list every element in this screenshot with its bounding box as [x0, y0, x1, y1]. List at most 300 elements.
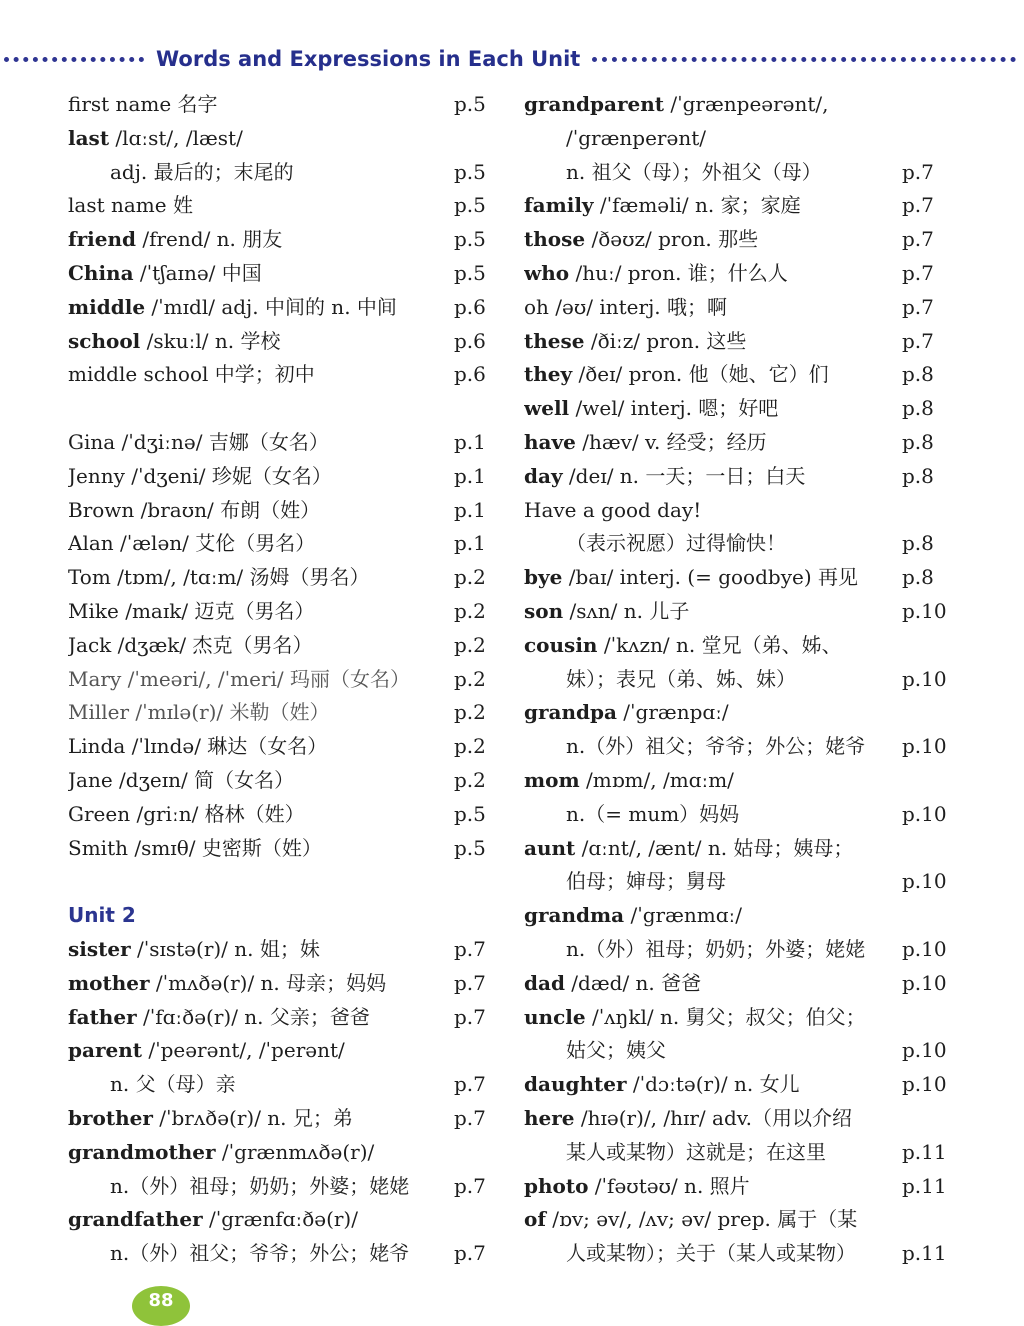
- vocab-entry: [68, 933, 494, 967]
- page-ref: p.8: [902, 429, 934, 454]
- vocab-entry: [68, 663, 494, 697]
- headword: Smith: [68, 835, 128, 860]
- vocab-entry: [524, 325, 948, 359]
- definition: /ˈfæməli/ n. 家；家庭: [593, 193, 801, 218]
- vocab-entry: [68, 156, 494, 190]
- vocab-entry: [524, 527, 948, 561]
- vocab-entry: [524, 460, 948, 494]
- page-number-badge: 88: [132, 1286, 190, 1326]
- entry-text: [524, 1203, 902, 1237]
- headword: day: [524, 463, 563, 488]
- headword: Green: [68, 801, 131, 826]
- definition: /ˈgrænpɑː/: [616, 700, 729, 725]
- entry-text: [524, 865, 902, 899]
- vocab-entry: [524, 1001, 948, 1035]
- page-ref: p.10: [902, 970, 947, 995]
- headword: grandma: [524, 903, 625, 928]
- page-ref: p.7: [454, 936, 486, 961]
- page-ref: p.5: [454, 260, 486, 285]
- headword: middle: [68, 294, 146, 319]
- headword: photo: [524, 1173, 589, 1198]
- definition: 姑父；姨父: [566, 1038, 666, 1063]
- entry-text: [524, 494, 902, 528]
- vocab-entry: [68, 1102, 494, 1136]
- vocab-entry: [68, 1068, 494, 1102]
- definition: /hæv/ v. 经受；经历: [575, 429, 767, 454]
- vocab-entry: [68, 1136, 494, 1170]
- vocab-entry: [524, 1136, 948, 1170]
- headword: grandfather: [68, 1207, 203, 1232]
- vocab-entry: [524, 122, 948, 156]
- definition: /lɑːst/, /læst/: [109, 125, 243, 150]
- headword: friend: [68, 227, 136, 252]
- headword: last: [68, 125, 110, 150]
- page-ref: p.2: [454, 666, 486, 691]
- headword: Linda: [68, 734, 126, 759]
- entry-text: [68, 291, 454, 325]
- headword: family: [524, 193, 594, 218]
- page-ref: p.7: [454, 1241, 486, 1266]
- headword: aunt: [524, 835, 576, 860]
- vocab-entry: [68, 561, 494, 595]
- definition: /baɪ/ interj. (= goodbye) 再见: [562, 565, 858, 590]
- vocab-entry: [68, 1170, 494, 1204]
- entry-text: [524, 1001, 902, 1035]
- definition: /ˈfɑːðə(r)/ n. 父亲；爸爸: [136, 1004, 370, 1029]
- definition: /ˈdʒiːnə/ 吉娜（女名）: [115, 429, 329, 454]
- definition: 名字: [171, 92, 218, 116]
- headword: have: [524, 429, 576, 454]
- page-ref: p.2: [454, 767, 486, 792]
- page-ref: p.8: [902, 565, 934, 590]
- page-ref: p.6: [454, 362, 486, 387]
- vocab-entry: [68, 967, 494, 1001]
- page-ref: p.7: [454, 1072, 486, 1097]
- definition: /ðeɪ/ pron. 他（她、它）们: [572, 362, 829, 387]
- headword: brother: [68, 1105, 153, 1130]
- vocab-entry: [68, 1203, 494, 1237]
- entry-text: [524, 1136, 902, 1170]
- definition: /hɪə(r)/, /hɪr/ adv.（用以介绍: [574, 1105, 853, 1130]
- entry-text: [68, 494, 454, 528]
- headword: cousin: [524, 632, 598, 657]
- entry-text: [68, 257, 454, 291]
- headword: grandpa: [524, 700, 617, 725]
- entry-text: [68, 1068, 454, 1102]
- definition: n. 父（母）亲: [110, 1072, 236, 1097]
- definition: /ˈkʌzn/ n. 堂兄（弟、姊、: [597, 632, 842, 657]
- headword: these: [524, 328, 585, 353]
- header-dots-left: [4, 57, 144, 62]
- definition: 某人或某物）这就是；在这里: [566, 1139, 826, 1164]
- entry-text: [524, 1102, 902, 1136]
- vocab-entry: [524, 832, 948, 866]
- definition: /wel/ interj. 嗯；好吧: [569, 396, 779, 421]
- page-ref: p.7: [454, 1105, 486, 1130]
- definition: /ɒv; əv/, /ʌv; əv/ prep. 属于（某: [545, 1207, 858, 1232]
- entry-text: [68, 595, 454, 629]
- vocab-entry: [68, 832, 494, 866]
- entry-text: [524, 392, 902, 426]
- vocab-entry: [68, 460, 494, 494]
- vocab-entry: [524, 88, 948, 122]
- headword: parent: [68, 1038, 142, 1063]
- headword: they: [524, 362, 573, 387]
- entry-text: [524, 291, 902, 325]
- vocab-entry: [524, 257, 948, 291]
- definition: /ˈbrʌðə(r)/ n. 兄；弟: [152, 1105, 353, 1130]
- headword: school: [68, 328, 141, 353]
- definition: /ˈælən/ 艾伦（男名）: [113, 531, 316, 556]
- vocab-entry: [68, 494, 494, 528]
- vocab-entry: [524, 629, 948, 663]
- vocab-entry: [68, 291, 494, 325]
- headword: grandmother: [68, 1139, 216, 1164]
- definition: /maɪk/ 迈克（男名）: [118, 598, 315, 623]
- page-ref: p.5: [454, 193, 486, 218]
- definition: 人或某物）；关于（某人或某物）: [566, 1241, 856, 1266]
- vocab-entry: [524, 223, 948, 257]
- page-ref: p.5: [454, 92, 486, 116]
- entry-text: [68, 933, 454, 967]
- entry-text: [524, 527, 902, 561]
- vocab-entry: [68, 696, 494, 730]
- page-ref: p.7: [902, 227, 934, 252]
- vocab-entry: [68, 325, 494, 359]
- vocab-entry: [524, 933, 948, 967]
- entry-text: [524, 1237, 902, 1271]
- headword: son: [524, 598, 564, 623]
- vocab-entry: [68, 223, 494, 257]
- entry-text: [524, 595, 902, 629]
- page-ref: p.8: [902, 362, 934, 387]
- definition: /ˈmɪdl/ adj. 中间的 n. 中间: [145, 294, 397, 319]
- vocab-entry: [524, 730, 948, 764]
- entry-text: [68, 1170, 454, 1204]
- entry-text: [524, 156, 902, 190]
- page-ref: p.2: [454, 632, 486, 657]
- vocab-entry: [524, 494, 948, 528]
- entry-text: [68, 358, 454, 392]
- page-ref: p.10: [902, 1038, 947, 1063]
- left-column: [68, 88, 494, 1271]
- headword: grandparent: [524, 92, 664, 116]
- vocab-entry: [524, 561, 948, 595]
- vocab-entry: [524, 156, 948, 190]
- headword: Brown: [68, 497, 135, 522]
- definition: /ˈdʒeni/ 珍妮（女名）: [124, 463, 332, 488]
- entry-text: [524, 223, 902, 257]
- page-ref: p.8: [902, 463, 934, 488]
- definition: n.（外）祖父；爷爷；外公；姥爷: [566, 734, 866, 759]
- vocab-entry: [524, 1068, 948, 1102]
- entry-text: [68, 122, 454, 156]
- headword: oh: [524, 294, 549, 319]
- vocab-entry: [68, 1034, 494, 1068]
- headword: first name: [68, 92, 172, 116]
- headword: Tom: [68, 565, 111, 590]
- headword: Jenny: [68, 463, 125, 488]
- headword: here: [524, 1105, 575, 1130]
- definition: /deɪ/ n. 一天；一日；白天: [562, 463, 806, 488]
- headword: Mary: [68, 666, 122, 691]
- entry-text: [524, 764, 902, 798]
- entry-text: [68, 189, 454, 223]
- vocab-entry: [524, 696, 948, 730]
- vocab-entry: [68, 730, 494, 764]
- definition: /dʒæk/ 杰克（男名）: [111, 632, 313, 657]
- page-ref: p.5: [454, 835, 486, 860]
- vocab-entry: [524, 1034, 948, 1068]
- definition: /ˈmeəri/, /ˈmeri/ 玛丽（女名）: [121, 666, 410, 691]
- definition: /smɪθ/ 史密斯（姓）: [127, 835, 322, 860]
- vocab-entry: [524, 358, 948, 392]
- headword: dad: [524, 970, 565, 995]
- headword: China: [68, 260, 134, 285]
- entry-text: [524, 629, 902, 663]
- definition: /braʊn/ 布朗（姓）: [134, 497, 321, 522]
- vocab-entry: [524, 764, 948, 798]
- entry-text: [68, 156, 454, 190]
- definition: n.（外）祖母；奶奶；外婆；姥姥: [566, 936, 866, 961]
- headword: mother: [68, 970, 150, 995]
- definition: /dæd/ n. 爸爸: [564, 970, 702, 995]
- entry-text: [68, 1136, 454, 1170]
- entry-text: [68, 663, 454, 697]
- vocab-entry: [524, 189, 948, 223]
- entry-text: [68, 967, 454, 1001]
- vocab-entry: [68, 426, 494, 460]
- headword: Gina: [68, 429, 116, 454]
- definition: /ˈdɔːtə(r)/ n. 女儿: [626, 1072, 800, 1097]
- entry-text: [68, 1034, 454, 1068]
- page-ref: p.10: [902, 598, 947, 623]
- page-ref: p.5: [454, 801, 486, 826]
- headword: Mike: [68, 598, 119, 623]
- entry-text: [524, 460, 902, 494]
- entry-text: [68, 460, 454, 494]
- definition: 姓: [166, 193, 193, 218]
- page-ref: p.2: [454, 700, 486, 725]
- entry-text: [524, 189, 902, 223]
- page-ref: p.1: [454, 531, 486, 556]
- entry-text: [524, 561, 902, 595]
- definition: 中学；初中: [208, 362, 315, 387]
- vocab-entry: [68, 358, 494, 392]
- right-column: [524, 88, 948, 1271]
- entry-text: [524, 358, 902, 392]
- definition: /ˈlɪndə/ 琳达（女名）: [125, 734, 328, 759]
- entry-text: [524, 933, 902, 967]
- entry-text: [68, 88, 454, 122]
- entry-text: [68, 325, 454, 359]
- definition: /ˈfəʊtəʊ/ n. 照片: [588, 1173, 750, 1198]
- page-ref: p.11: [902, 1173, 947, 1198]
- entry-text: [68, 1102, 454, 1136]
- headword: Alan: [68, 531, 114, 556]
- vocab-entry: [524, 291, 948, 325]
- page-ref: p.10: [902, 734, 947, 759]
- definition: /ˈgrænperənt/: [566, 125, 706, 150]
- entry-text: [524, 832, 902, 866]
- vocab-entry: [68, 527, 494, 561]
- definition: /ˈgrænfɑːðə(r)/: [202, 1207, 358, 1232]
- definition: /tɒm/, /tɑːm/ 汤姆（男名）: [110, 565, 370, 590]
- entry-text: [524, 1170, 902, 1204]
- headword: Have a good day!: [524, 497, 702, 522]
- headword: bye: [524, 565, 563, 590]
- entry-text: [68, 696, 454, 730]
- page-ref: p.10: [902, 666, 947, 691]
- vocab-entry: [524, 899, 948, 933]
- headword: Miller: [68, 700, 130, 725]
- spacer: [68, 392, 494, 426]
- definition: /ˈgrænmʌðə(r)/: [215, 1139, 375, 1164]
- headword: father: [68, 1004, 137, 1029]
- definition: /sʌn/ n. 儿子: [563, 598, 690, 623]
- entry-text: [68, 629, 454, 663]
- header-title: Words and Expressions in Each Unit: [156, 47, 581, 71]
- definition: /ˈpeərənt/, /ˈperənt/: [141, 1038, 345, 1063]
- entry-text: [68, 223, 454, 257]
- page-ref: p.7: [902, 260, 934, 285]
- header-dots-right: [592, 57, 1016, 62]
- vocab-entry: [68, 1237, 494, 1271]
- definition: /dʒeɪn/ 简（女名）: [112, 767, 295, 792]
- page-ref: p.10: [902, 869, 947, 894]
- entry-text: [524, 696, 902, 730]
- vocab-entry: [524, 1102, 948, 1136]
- page-ref: p.6: [454, 294, 486, 319]
- page-ref: p.7: [902, 294, 934, 319]
- vocab-entry: [68, 764, 494, 798]
- entry-text: [524, 1068, 902, 1102]
- entry-text: [68, 832, 454, 866]
- definition: /ˈʌŋkl/ n. 舅父；叔父；伯父；: [585, 1004, 866, 1029]
- definition: /ðiːz/ pron. 这些: [584, 328, 747, 353]
- entry-text: [524, 967, 902, 1001]
- definition: /griːn/ 格林（姓）: [130, 801, 305, 826]
- vocab-entry: [68, 629, 494, 663]
- entry-text: [524, 325, 902, 359]
- page-ref: p.10: [902, 801, 947, 826]
- unit-heading: [68, 899, 494, 933]
- definition: n.（外）祖母；奶奶；外婆；姥姥: [110, 1173, 410, 1198]
- vocab-entry: [524, 392, 948, 426]
- vocab-entry: [68, 595, 494, 629]
- headword: of: [524, 1207, 546, 1232]
- vocab-entry: [524, 865, 948, 899]
- definition: /ˈmɪlə(r)/ 米勒（姓）: [129, 700, 330, 725]
- page-ref: p.5: [454, 159, 486, 184]
- vocab-entry: [524, 1237, 948, 1271]
- definition: /ˈmʌðə(r)/ n. 母亲；妈妈: [149, 970, 387, 995]
- definition: /frend/ n. 朋友: [136, 227, 283, 252]
- page-ref: p.7: [902, 159, 934, 184]
- headword: daughter: [524, 1072, 627, 1097]
- entry-text: [524, 663, 902, 697]
- headword: mom: [524, 767, 580, 792]
- page-ref: p.7: [454, 1004, 486, 1029]
- unit-heading-text: Unit 2: [68, 903, 136, 928]
- headword: Jane: [68, 767, 113, 792]
- definition: adj. 最后的；末尾的: [110, 159, 294, 184]
- vocab-entry: [524, 1170, 948, 1204]
- headword: those: [524, 227, 586, 252]
- entry-text: [68, 730, 454, 764]
- entry-text: [68, 1001, 454, 1035]
- vocab-entry: [68, 798, 494, 832]
- page-ref: p.5: [454, 227, 486, 252]
- page-ref: p.1: [454, 429, 486, 454]
- entry-text: [524, 88, 902, 122]
- entry-text: [68, 426, 454, 460]
- page-ref: p.2: [454, 565, 486, 590]
- vocab-entry: [68, 1001, 494, 1035]
- definition: /ðəʊz/ pron. 那些: [585, 227, 759, 252]
- definition: /əʊ/ interj. 哦；啊: [548, 294, 727, 319]
- page-ref: p.10: [902, 936, 947, 961]
- spacer: [68, 865, 494, 899]
- entry-text: [68, 1237, 454, 1271]
- vocab-entry: [68, 122, 494, 156]
- definition: n. 祖父（母）；外祖父（母）: [566, 159, 822, 184]
- definition: /ˈgrænpeərənt/,: [664, 92, 829, 116]
- definition: /mɒm/, /mɑːm/: [579, 767, 734, 792]
- entry-text: [68, 1203, 454, 1237]
- page-ref: p.11: [902, 1241, 947, 1266]
- page-ref: p.7: [454, 970, 486, 995]
- vocab-entry: [524, 426, 948, 460]
- page-ref: p.1: [454, 463, 486, 488]
- definition: /ˈsɪstə(r)/ n. 姐；妹: [130, 936, 320, 961]
- headword: uncle: [524, 1004, 586, 1029]
- page-ref: p.6: [454, 328, 486, 353]
- definition: （表示祝愿）过得愉快！: [566, 531, 786, 556]
- page-ref: p.8: [902, 396, 934, 421]
- vocab-entry: [524, 798, 948, 832]
- page-ref: p.7: [902, 328, 934, 353]
- vocab-entry: [68, 189, 494, 223]
- definition: /ˈtʃaɪnə/ 中国: [133, 260, 262, 285]
- definition: /skuːl/ n. 学校: [140, 328, 281, 353]
- entry-text: [524, 122, 902, 156]
- definition: /huː/ pron. 谁；什么人: [569, 260, 788, 285]
- definition: /ɑːnt/, /ænt/ n. 姑母；姨母；: [575, 835, 854, 860]
- entry-text: [524, 798, 902, 832]
- definition: 妹）；表兄（弟、姊、妹）: [566, 666, 796, 691]
- page-ref: p.7: [902, 193, 934, 218]
- entry-text: [68, 527, 454, 561]
- page-ref: p.1: [454, 497, 486, 522]
- headword: sister: [68, 936, 131, 961]
- entry-text: [524, 730, 902, 764]
- vocab-entry: [68, 257, 494, 291]
- entry-text: [524, 257, 902, 291]
- page-ref: p.7: [454, 1173, 486, 1198]
- headword: middle school: [68, 362, 209, 387]
- entry-text: [524, 426, 902, 460]
- vocab-entry: [524, 1203, 948, 1237]
- section-header: [0, 40, 1024, 78]
- headword: well: [524, 396, 570, 421]
- headword: Jack: [68, 632, 112, 657]
- vocab-entry: [524, 663, 948, 697]
- headword: who: [524, 260, 570, 285]
- entry-text: [68, 798, 454, 832]
- definition: n.（= mum）妈妈: [566, 801, 740, 826]
- page-ref: p.2: [454, 734, 486, 759]
